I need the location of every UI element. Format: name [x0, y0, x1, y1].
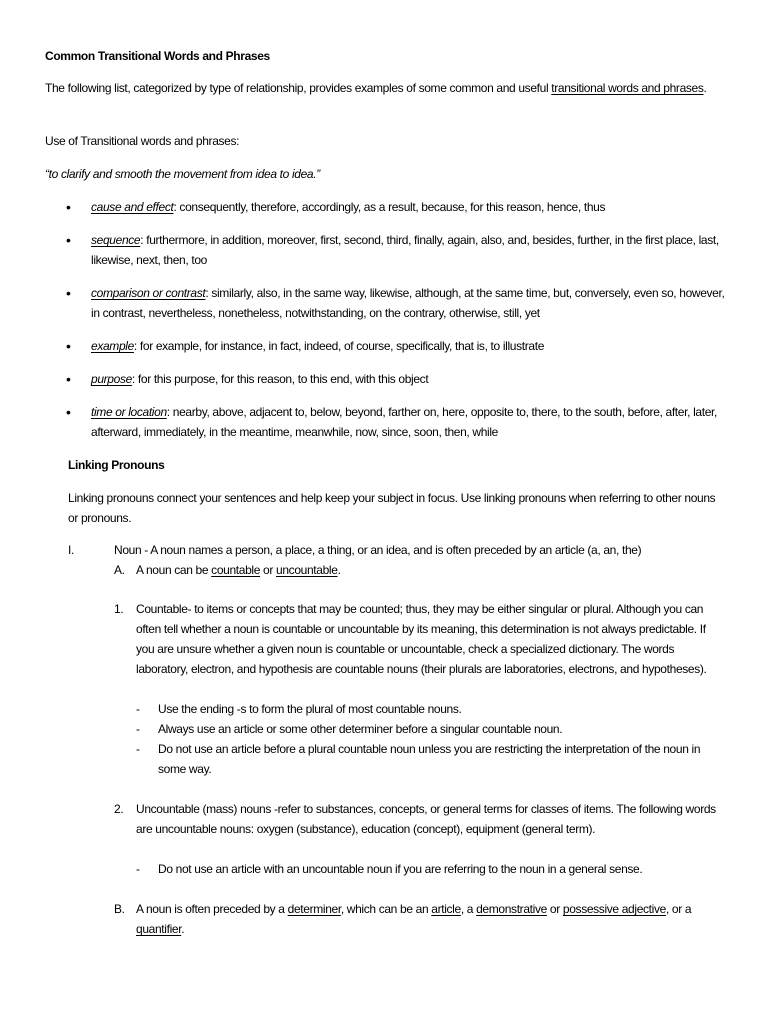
- uncountable-link[interactable]: uncountable: [276, 563, 338, 577]
- bullet-text: : furthermore, in addition, moreover, first, second, third, finally, again, also, and, besides, further, in the first place, last, likewise, next, then, too: [91, 233, 719, 267]
- bullet-label: purpose: [91, 372, 132, 386]
- bullet-comparison: [0, 283, 768, 323]
- item-2-text: Uncountable (mass) nouns -refer to substances, concepts, or general terms for classes of items. The following words are uncountable nouns: oxygen (substance), education (concept), equipment (general term).: [136, 802, 716, 836]
- dash-item: [0, 699, 768, 719]
- bullet-mark: •: [66, 199, 71, 215]
- use-heading: Use of Transitional words and phrases:: [45, 134, 240, 148]
- item-a-pre: A noun can be: [136, 563, 212, 577]
- item-b-t6: .: [181, 922, 185, 936]
- bullet-purpose: [0, 369, 768, 389]
- article-link[interactable]: article: [431, 902, 461, 916]
- bullet-body: [91, 230, 731, 270]
- possessive-adjective-link[interactable]: possessive adjective: [562, 902, 666, 916]
- bullet-mark: •: [66, 338, 71, 354]
- item-1-number: 1.: [114, 602, 124, 616]
- bullet-text: : nearby, above, adjacent to, below, beyond, farther on, here, opposite to, there, to the south, before, after, later, afterward, immediately, in the meantime, meanwhile, now, since, soon, then, while: [91, 405, 717, 439]
- bullet-mark: •: [66, 285, 71, 301]
- countable-link[interactable]: countable: [211, 563, 261, 577]
- item-a-text: [136, 560, 341, 580]
- dash-mark: -: [136, 722, 140, 736]
- dash-text: Do not use an article before a plural countable noun unless you are restricting the interpretation of the noun in some way.: [158, 742, 701, 776]
- bullet-mark: •: [66, 232, 71, 248]
- bullet-text: : for this purpose, for this reason, to this end, with this object: [131, 372, 429, 386]
- item-2-number: 2.: [114, 802, 124, 816]
- bullet-label: example: [91, 339, 134, 353]
- bullet-sequence: [0, 230, 768, 270]
- item-countable: [0, 599, 768, 699]
- item-a-end: .: [337, 563, 341, 577]
- item-uncountable: [0, 799, 768, 859]
- bullet-text: : similarly, also, in the same way, likewise, although, at the same time, but, conversely, even so, however, in contrast, nevertheless, nonetheless, notwithstanding, on the contrary, otherwise, still, yet: [91, 286, 725, 320]
- intro-end: .: [703, 81, 707, 95]
- bullet-label: cause and effect: [91, 200, 174, 214]
- bullet-body: [91, 369, 731, 389]
- section-noun: [0, 540, 768, 560]
- purpose-quote: “to clarify and smooth the movement from idea to idea.”: [45, 167, 320, 181]
- linking-paragraph: Linking pronouns connect your sentences and help keep your subject in focus. Use linking pronouns when referring to other nouns or pronouns.: [68, 491, 716, 525]
- bullet-text: : for example, for instance, in fact, indeed, of course, specifically, that is, to illustrate: [133, 339, 545, 353]
- bullet-body: [91, 402, 731, 442]
- document-title: Common Transitional Words and Phrases: [45, 49, 270, 63]
- bullet-body: [91, 197, 731, 217]
- bullet-mark: •: [66, 371, 71, 387]
- bullet-example: [0, 336, 768, 356]
- dash-item: [0, 859, 768, 879]
- demonstrative-link[interactable]: demonstrative: [476, 902, 547, 916]
- item-a-or: or: [260, 563, 277, 577]
- bullet-label: comparison or contrast: [91, 286, 206, 300]
- dash-text: Always use an article or some other determiner before a singular countable noun.: [158, 722, 563, 736]
- bullet-cause-effect: [0, 197, 768, 217]
- item-b: [0, 899, 768, 939]
- item-b-t2: , which can be an: [340, 902, 432, 916]
- quantifier-link[interactable]: quantifier: [136, 922, 182, 936]
- dash-item: [0, 739, 768, 779]
- item-b-t1: A noun is often preceded by a: [136, 902, 288, 916]
- item-b-t4: or: [546, 902, 563, 916]
- intro-paragraph: [45, 78, 725, 98]
- dash-text: Do not use an article with an uncountable noun if you are referring to the noun in a general sense.: [158, 862, 643, 876]
- bullet-body: [91, 283, 731, 323]
- dash-mark: -: [136, 862, 140, 876]
- item-b-t5: , or a: [665, 902, 692, 916]
- item-b-t3: , a: [460, 902, 477, 916]
- item-a-letter: A.: [114, 563, 125, 577]
- bullet-time-location: [0, 402, 768, 442]
- bullet-label: time or location: [91, 405, 167, 419]
- bullet-mark: •: [66, 404, 71, 420]
- item-a: [0, 560, 768, 580]
- dash-mark: -: [136, 742, 140, 756]
- linking-heading: Linking Pronouns: [68, 458, 165, 472]
- transitional-words-link[interactable]: transitional words and phrases: [551, 81, 704, 95]
- dash-text: Use the ending -s to form the plural of most countable nouns.: [158, 702, 462, 716]
- item-b-letter: B.: [114, 902, 125, 916]
- bullet-body: [91, 336, 731, 356]
- section-numeral: I.: [68, 543, 74, 557]
- dash-item: [0, 719, 768, 739]
- determiner-link[interactable]: determiner: [287, 902, 341, 916]
- item-b-text: [136, 899, 726, 939]
- bullet-text: : consequently, therefore, accordingly, as a result, because, for this reason, hence, thus: [173, 200, 606, 214]
- item-1-text: Countable- to items or concepts that may be counted; thus, they may be either singular or plural. Although you can often tell whether a noun is countable or uncountable by its meaning, this determination is not always predictable. If you are unsure whether a given noun is countable or uncountable, check a specialized dictionary. The words laboratory, electron, and hypothesis are countable nouns (their plurals are laboratories, electrons, and hypotheses).: [136, 602, 707, 676]
- intro-text: The following list, categorized by type of relationship, provides examples of some common and useful: [45, 81, 552, 95]
- dash-mark: -: [136, 702, 140, 716]
- section-noun-text: Noun - A noun names a person, a place, a thing, or an idea, and is often preceded by an article (a, an, the): [114, 543, 642, 557]
- bullet-label: sequence: [91, 233, 141, 247]
